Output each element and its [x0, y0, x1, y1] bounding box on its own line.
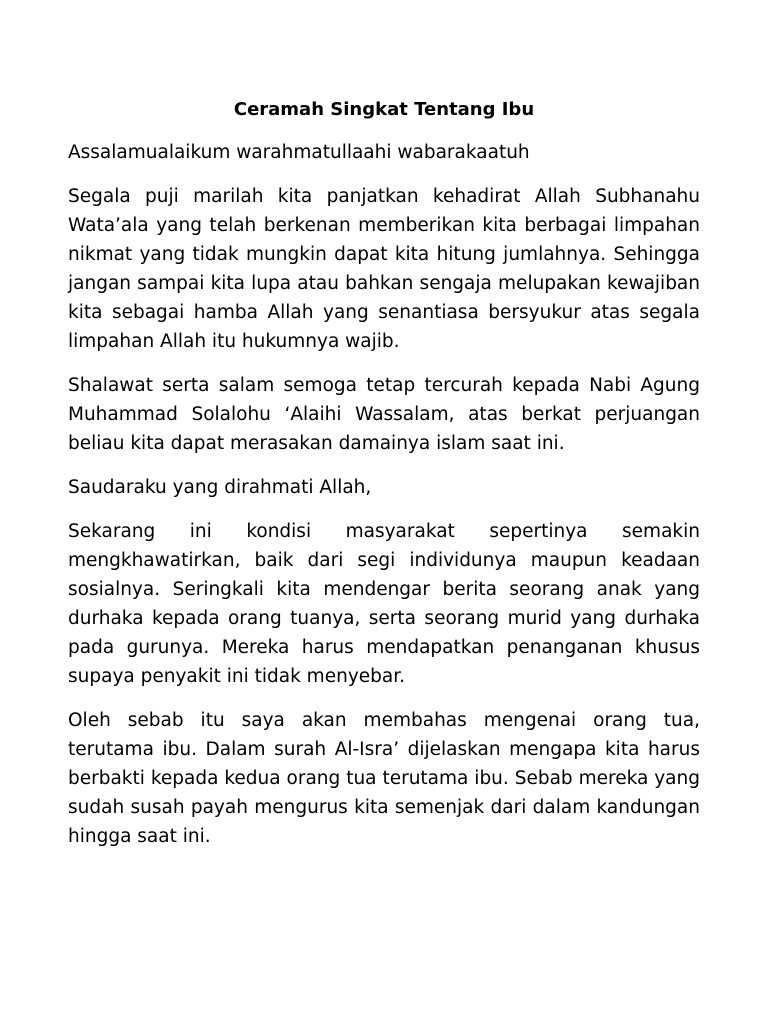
condition-paragraph: Sekarang ini kondisi masyarakat sepertinya semakin mengkhawatirkan, baik dari segi individunya maupun keadaan sosialnya. Seringkali kita mendengar berita seorang anak yang durhaka kepada orang tuanya, serta seorang murid yang durhaka pada gurunya. Mereka harus mendapatkan penanganan khusus supaya penyakit ini tidak menyebar. [68, 521, 700, 687]
document-page [68, 96, 700, 866]
praise-paragraph: Segala puji marilah kita panjatkan kehadirat Allah Subhanahu Wata’ala yang telah berkenan memberikan kita berbagai limpahan nikmat yang tidak mungkin dapat kita hitung jumlahnya. Sehingga jangan sampai kita lupa atau bahkan sengaja melupakan kewajiban kita sebagai hamba Allah yang senantiasa bersyukur atas segala limpahan Allah itu hukumnya wajib. [68, 186, 700, 352]
document-title: Ceramah Singkat Tentang Ibu [233, 99, 535, 120]
topic-paragraph: Oleh sebab itu saya akan membahas mengenai orang tua, terutama ibu. Dalam surah Al-Isra’ dijelaskan mengapa kita harus berbakti kepada kedua orang tua terutama ibu. Sebab mereka yang sudah susah payah mengurus kita semenjak dari dalam kandungan hingga saat ini. [68, 710, 700, 847]
shalawat-paragraph: Shalawat serta salam semoga tetap tercurah kepada Nabi Agung Muhammad Solalohu ‘Alaihi Wassalam, atas berkat perjuangan beliau kita dapat merasakan damainya islam saat ini. [68, 375, 700, 454]
greeting-paragraph: Assalamualaikum warahmatullaahi wabarakaatuh [68, 142, 530, 163]
address-paragraph: Saudaraku yang dirahmati Allah, [68, 477, 372, 498]
